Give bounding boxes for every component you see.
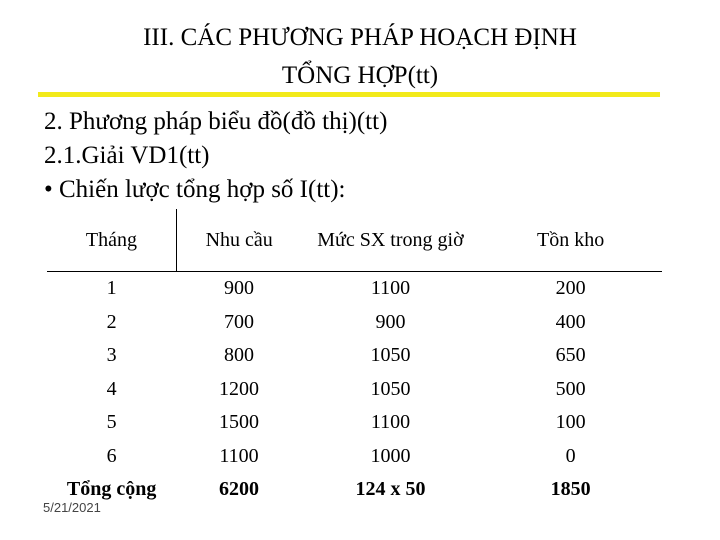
table-row <box>47 406 662 440</box>
cell-month: 1 <box>106 277 117 300</box>
cell-demand: 700 <box>223 310 254 333</box>
cell-demand: 1500 <box>218 411 259 434</box>
cell-demand: 1100 <box>219 444 259 467</box>
cell-month: 3 <box>106 344 117 367</box>
cell-production: 1050 <box>370 344 411 367</box>
cell-production: 1100 <box>370 277 411 300</box>
cell-demand: 800 <box>223 344 254 367</box>
table-header-row <box>47 209 662 272</box>
cell-month: 5 <box>106 411 117 434</box>
slide-date: 5/21/2021 <box>43 500 101 515</box>
cell-production: 1050 <box>370 377 411 400</box>
strategy-bullet: • Chiến lược tổng hợp số I(tt): <box>44 176 346 203</box>
cell-month: 4 <box>106 377 117 400</box>
total-inventory: 1850 <box>550 477 591 500</box>
production-table <box>47 209 662 505</box>
cell-inventory: 200 <box>555 277 586 300</box>
cell-month: 2 <box>106 310 117 333</box>
header-inventory: Tồn kho <box>537 229 605 251</box>
table-total-row <box>47 473 662 505</box>
table-row <box>47 440 662 474</box>
table-row <box>47 306 662 340</box>
header-production: Mức SX trong giờ <box>317 229 464 251</box>
cell-production: 1100 <box>370 411 411 434</box>
table-row <box>47 272 662 306</box>
slide-title-line1: III. CÁC PHƯƠNG PHÁP HOẠCH ĐỊNH <box>143 24 577 51</box>
cell-production: 1000 <box>370 444 411 467</box>
title-underline <box>38 92 660 97</box>
header-demand: Nhu cầu <box>205 229 273 251</box>
cell-inventory: 100 <box>555 411 586 434</box>
section-heading: 2. Phương pháp biểu đồ(đồ thị)(tt) <box>44 108 388 135</box>
total-production: 124 x 50 <box>355 477 426 500</box>
total-demand: 6200 <box>218 477 259 500</box>
total-label: Tổng cộng <box>66 477 157 500</box>
slide-title-line2: TỔNG HỢP(tt) <box>281 62 439 89</box>
header-month: Tháng <box>47 209 176 272</box>
cell-inventory: 0 <box>565 444 576 467</box>
subsection-heading: 2.1.Giải VD1(tt) <box>44 142 210 169</box>
cell-inventory: 650 <box>555 344 586 367</box>
table-row <box>47 373 662 407</box>
cell-inventory: 400 <box>555 310 586 333</box>
cell-inventory: 500 <box>555 377 586 400</box>
cell-month: 6 <box>106 444 117 467</box>
cell-production: 900 <box>375 310 406 333</box>
table-row <box>47 339 662 373</box>
cell-demand: 900 <box>223 277 254 300</box>
cell-demand: 1200 <box>218 377 259 400</box>
